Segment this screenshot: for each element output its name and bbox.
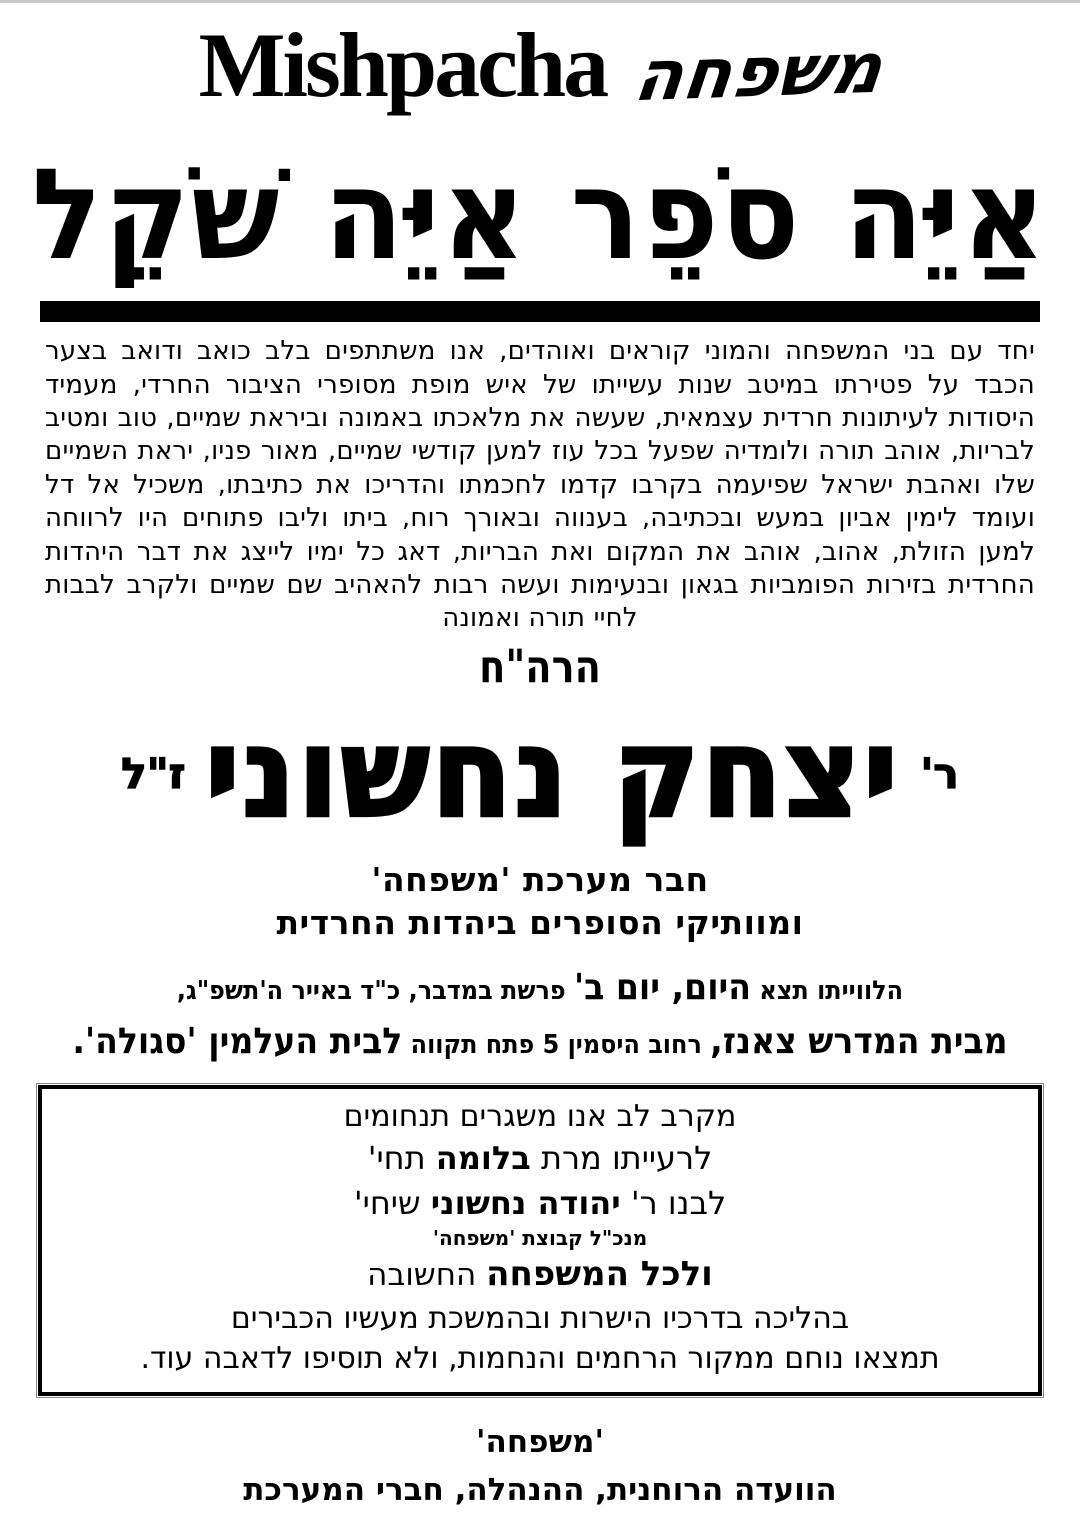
son-role-caption: מנכ"ל קבוצת 'משפחה': [432, 1225, 648, 1250]
funeral-seg-6-cemetery: לבית העלמין 'סגולה'.: [72, 1020, 403, 1062]
signature-committee: הוועדה הרוחנית, ההנהלה, חברי המערכת: [243, 1472, 837, 1509]
funeral-details: [43, 961, 1037, 1069]
role-subtitle: [0, 859, 1080, 945]
wife-line-prefix: לרעייתו מרת: [530, 1139, 713, 1178]
deceased-name-prefix: ר': [920, 749, 959, 799]
funeral-details-line-2: [43, 1015, 1037, 1069]
funeral-seg-2-today: היום, יום ב': [573, 966, 752, 1008]
funeral-seg-5-address: רחוב היסמין 5 פתח תקווה: [402, 1029, 711, 1060]
son-name: יהודה נחשוני: [430, 1184, 621, 1223]
honorific-title: הרה"ח: [479, 639, 601, 693]
son-line-prefix: לבנו ר': [620, 1184, 727, 1223]
condolence-blessing-line-1: בהליכה בדרכיו הישרות ובהמשכת מעשיו הכבירים: [230, 1301, 850, 1337]
signature-block: [0, 1418, 1080, 1514]
deceased-name-row: [0, 699, 1080, 849]
funeral-details-line-1: [43, 961, 1037, 1015]
funeral-seg-4-origin: מבית המדרש צאנז,: [710, 1020, 1008, 1062]
mishpacha-logo-latin: Mishpacha: [198, 14, 607, 116]
mishpacha-logo-hebrew: משפחה: [629, 26, 888, 118]
signature-brand: 'משפחה': [476, 1424, 604, 1461]
family-bold-text: ולכל המשפחה: [486, 1253, 713, 1294]
deceased-name: יצחק נחשוני: [205, 702, 901, 845]
condolence-box: [38, 1085, 1042, 1397]
condolence-wife-line: [60, 1136, 1020, 1181]
condolence-blessing-line-2: תמצאו נוחם ממקור הרחמים והנחמות, ולא תוסיפו לדאבה עוד.: [140, 1340, 940, 1376]
funeral-seg-3-date: פרשת במדבר, כ"ד באייר ה'תשפ"ג,: [176, 975, 574, 1006]
family-suffix-text: החשובה: [367, 1256, 487, 1293]
masthead: [0, 14, 1080, 123]
deceased-name-suffix: ז"ל: [121, 749, 186, 799]
condolence-opening-line: מקרב לב אנו משגרים תנחומים: [343, 1098, 737, 1134]
memorial-headline: אַיֵּה סֹפֵר אַיֵּה שֹׁקֵל: [31, 142, 1049, 289]
eulogy-paragraph: יחד עם בני המשפחה והמוני קוראים ואוהדים, אנו משתתפים בלב כואב ודואב בצער הכבד על פטירתו במיטב שנות עשייתו של איש מופת מסופרי הציבור החרדי, מעמיד היסודות לעיתונות חרדית עצמאית, שעשה את מלאכתו באמונה וביראת שמיים, טוב ומטיב לבריות, אוהב תורה ולומדיה שפעל בכל עוז למען קודשי שמיים, מאור פניו, יראת השמיים שלו ואהבת ישראל שפיעמה בקרבו קדמו לחכמתו והדריכו את כתיבתו, משכיל אל דל ועומד לימין אביון במעש ובכתיבה, בענווה ובאורך רוח, ביתו וליבו פתוחים היו לרווחה למען הזולת, אהוב, אוהב את המקום ואת הבריות, דאג כל ימיו לייצג את דבר היהדות החרדית בזירות הפומביות בגאון ובנעימות ועשה רבות להאהיב שם שמיים ולקרב לבבות לחיי תורה ואמונה: [45, 336, 1035, 634]
funeral-seg-1: הלווייתו תצא: [751, 975, 904, 1006]
role-subtitle-line-2: ומוותיקי הסופרים ביהדות החרדית: [276, 902, 804, 942]
condolence-son-line: [60, 1181, 1020, 1226]
wife-name: בלומה: [435, 1139, 531, 1178]
condolence-family-line: [60, 1250, 1020, 1299]
role-subtitle-line-1: חבר מערכת 'משפחה': [371, 859, 709, 899]
son-line-suffix: שיחי': [353, 1184, 431, 1223]
wife-line-suffix: תחי': [367, 1139, 436, 1178]
